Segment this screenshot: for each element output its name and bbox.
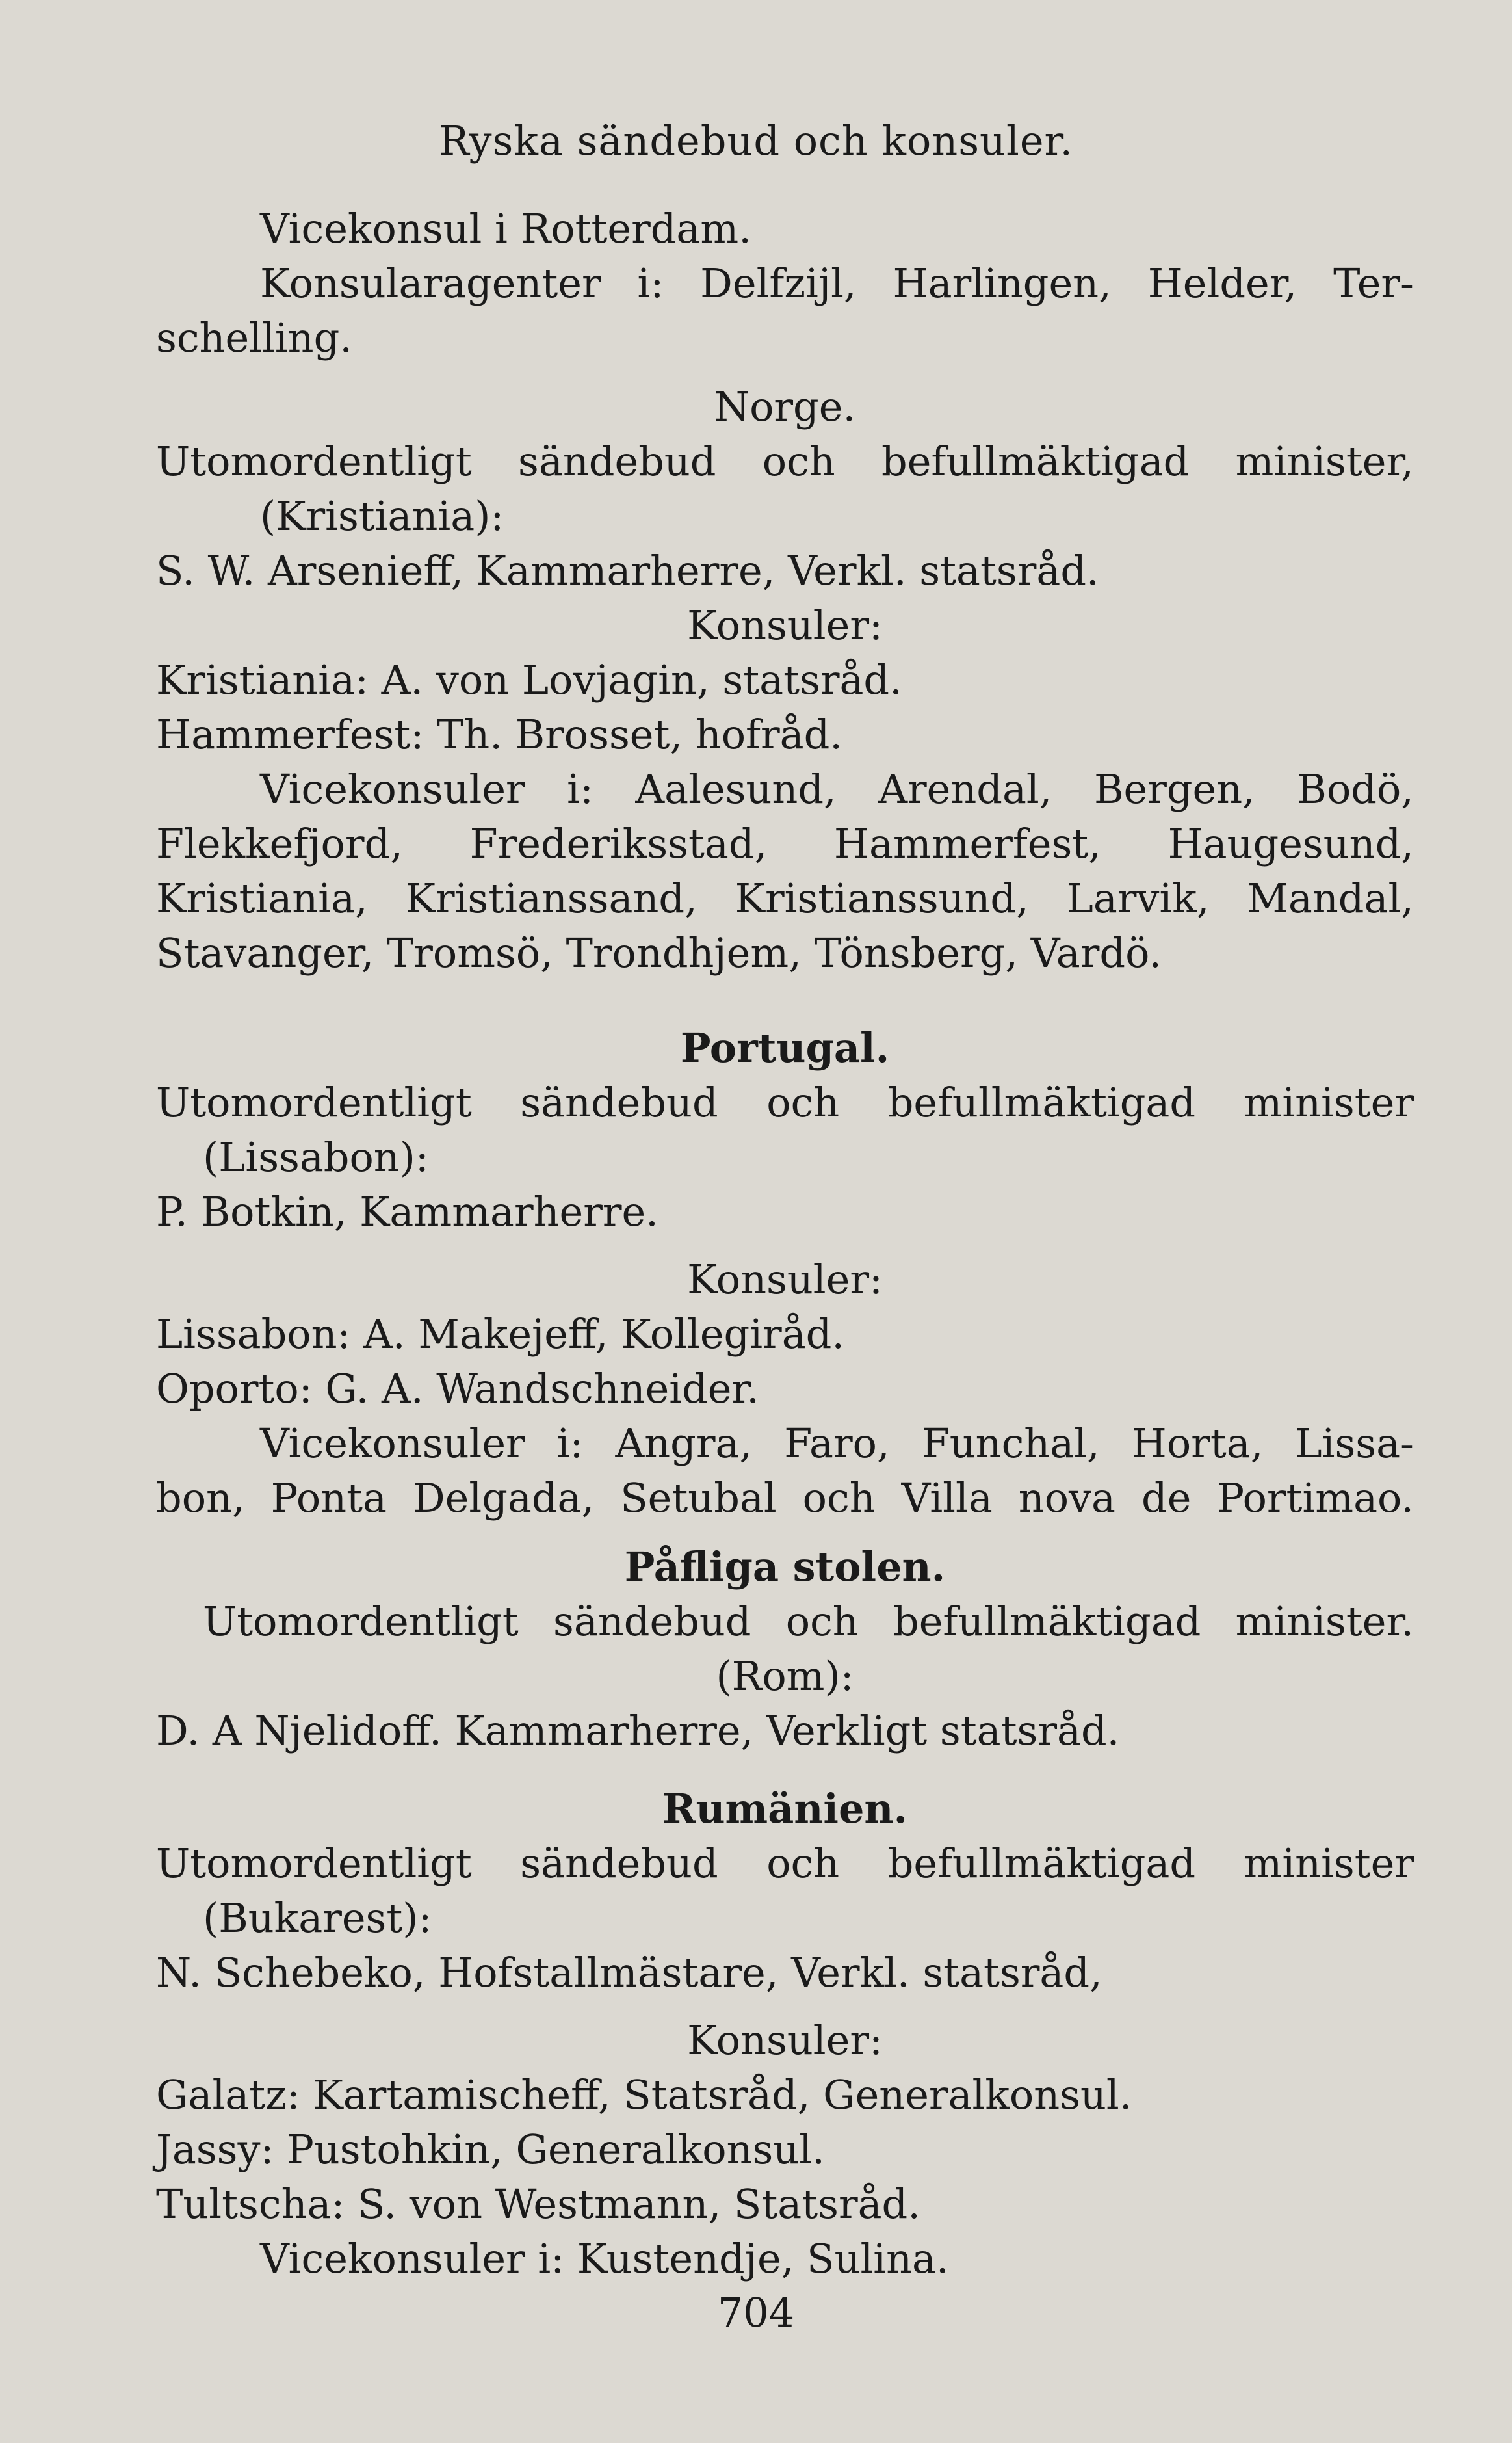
romania-minister-line-2: (Bukarest): <box>203 1894 432 1942</box>
holy-see-minister-line-2: (Rom): <box>716 1652 854 1700</box>
running-head: Ryska sändebud och konsuler. <box>438 117 1074 165</box>
page-number: 704 <box>717 2289 795 2336</box>
netherlands-agents-line-2: schelling. <box>156 314 352 362</box>
romania-consul-jassy: Jassy: Pustohkin, Generalkonsul. <box>156 2126 825 2173</box>
portugal-minister-line-1: Utomordentligt sändebud och befullmäktigad minister <box>156 1079 1414 1126</box>
norway-consuls-heading: Konsuler: <box>687 601 883 649</box>
norway-consul-hammerfest: Hammerfest: Th. Brosset, hofråd. <box>156 711 842 758</box>
section-title-holy-see: Påfliga stolen. <box>624 1543 946 1591</box>
section-title-portugal: Portugal. <box>680 1024 890 1072</box>
norway-minister-name: S. W. Arsenieff, Kammarherre, Verkl. statsråd. <box>156 547 1099 594</box>
romania-minister-name: N. Schebeko, Hofstallmästare, Verkl. statsråd, <box>156 1949 1102 1996</box>
norway-consul-kristiania: Kristiania: A. von Lovjagin, statsråd. <box>156 656 902 704</box>
norway-minister-line-1: Utomordentligt sändebud och befullmäktigad minister, <box>156 438 1414 485</box>
romania-consul-tultscha: Tultscha: S. von Westmann, Statsråd. <box>156 2180 920 2228</box>
portugal-minister-line-2: (Lissabon): <box>203 1133 429 1181</box>
holy-see-minister-name: D. A Njelidoff. Kammarherre, Verkligt statsråd. <box>156 1707 1120 1754</box>
norway-vicekonsuler-line-4: Stavanger, Tromsö, Trondhjem, Tönsberg, Vardö. <box>156 929 1162 977</box>
romania-consul-galatz: Galatz: Kartamischeff, Statsråd, Generalkonsul. <box>156 2071 1132 2119</box>
romania-vicekonsuler-line-1: Vicekonsuler i: Kustendje, Sulina. <box>260 2235 949 2282</box>
norway-vicekonsuler-line-2: Flekkefjord, Frederiksstad, Hammerfest, Haugesund, <box>156 820 1414 867</box>
norway-vicekonsuler-line-3: Kristiania, Kristianssand, Kristianssund, Larvik, Mandal, <box>156 875 1414 922</box>
norway-vicekonsuler-line-1: Vicekonsuler i: Aalesund, Arendal, Bergen, Bodö, <box>260 765 1414 813</box>
section-title-norway: Norge. <box>714 383 856 430</box>
portugal-vicekonsuler-line-2: bon, Ponta Delgada, Setubal och Villa nova de Portimao. <box>156 1474 1414 1522</box>
netherlands-agents-line-1: Konsularagenter i: Delfzijl, Harlingen, Helder, Ter- <box>260 259 1414 307</box>
netherlands-vicekonsul: Vicekonsul i Rotterdam. <box>260 205 751 252</box>
romania-minister-line-1: Utomordentligt sändebud och befullmäktigad minister <box>156 1840 1414 1887</box>
section-title-romania: Rumänien. <box>662 1785 908 1832</box>
page-body <box>156 202 1414 2286</box>
romania-consuls-heading: Konsuler: <box>687 2016 883 2064</box>
portugal-vicekonsuler-line-1: Vicekonsuler i: Angra, Faro, Funchal, Horta, Lissa- <box>260 1420 1414 1467</box>
norway-minister-line-2: (Kristiania): <box>260 492 504 540</box>
portugal-minister-name: P. Botkin, Kammarherre. <box>156 1188 658 1235</box>
portugal-consul-oporto: Oporto: G. A. Wandschneider. <box>156 1365 760 1412</box>
portugal-consuls-heading: Konsuler: <box>687 1256 883 1303</box>
holy-see-minister-line-1: Utomordentligt sändebud och befullmäktigad minister. <box>203 1598 1414 1645</box>
section-gap <box>156 981 1414 1007</box>
portugal-consul-lissabon: Lissabon: A. Makejeff, Kollegiråd. <box>156 1310 845 1358</box>
